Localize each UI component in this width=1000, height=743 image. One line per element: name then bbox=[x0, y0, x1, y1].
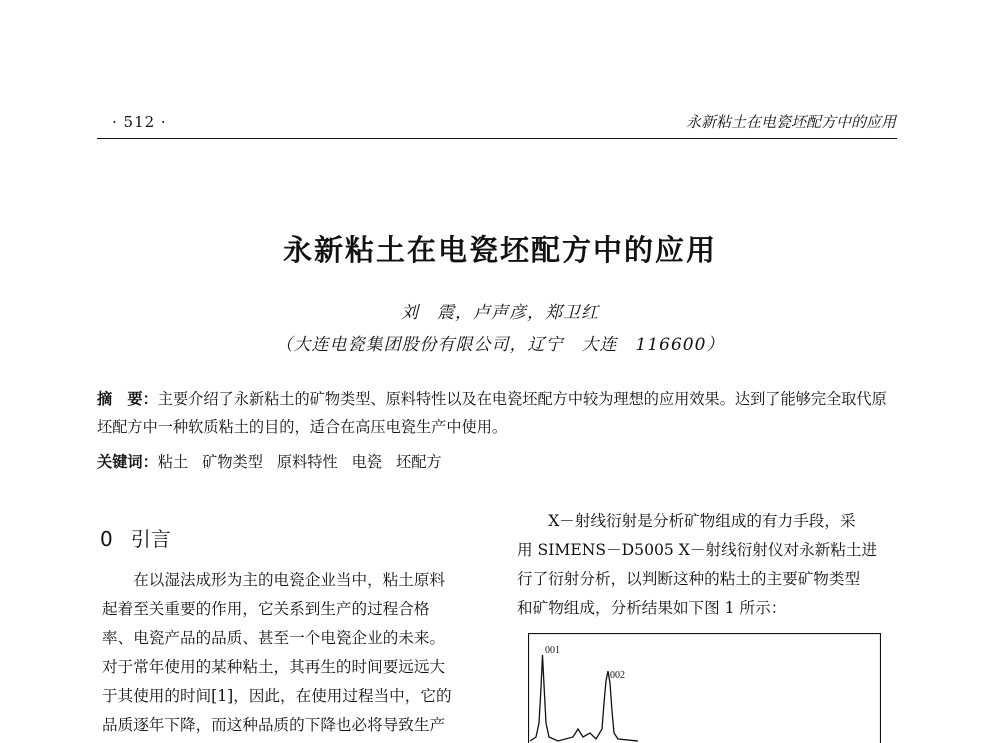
section-title: 引言 bbox=[131, 527, 171, 551]
peak-label: 001 bbox=[545, 645, 560, 656]
paragraph-line: 在以湿法成形为主的电瓷企业当中，粘土原料 bbox=[102, 566, 486, 595]
keyword: 粘土 bbox=[158, 453, 188, 471]
page-number: · 512 · bbox=[112, 113, 167, 131]
affiliation: （大连电瓷集团股份有限公司，辽宁 大连 116600） bbox=[0, 330, 1000, 355]
xrd-figure bbox=[528, 633, 881, 743]
paragraph-line: 品质逐年下降，而这种品质的下降也必将导致生产 bbox=[102, 711, 486, 740]
section-heading bbox=[100, 523, 171, 552]
header-rule bbox=[97, 138, 897, 139]
keyword: 坯配方 bbox=[396, 453, 442, 471]
paragraph-line: 行了衍射分析，以判断这种的粘土的主要矿物类型 bbox=[517, 565, 901, 594]
keyword: 矿物类型 bbox=[202, 453, 263, 471]
xrd-trace bbox=[530, 655, 638, 741]
abstract bbox=[97, 385, 897, 441]
keywords bbox=[97, 451, 897, 472]
abstract-label: 摘 要： bbox=[97, 390, 158, 408]
right-column bbox=[517, 507, 901, 623]
paragraph-line: 对于常年使用的某种粘土，其再生的时间要远远大 bbox=[102, 653, 486, 682]
xrd-plot bbox=[528, 633, 881, 743]
paragraph-line: X－射线衍射是分析矿物组成的有力手段，采 bbox=[517, 507, 901, 536]
left-column bbox=[102, 566, 486, 740]
figure-frame bbox=[529, 634, 881, 743]
paragraph-line: 用 SIMENS－D5005 X－射线衍射仪对永新粘土进 bbox=[517, 536, 901, 565]
paragraph-line: 于其使用的时间[1]，因此，在使用过程当中，它的 bbox=[102, 682, 486, 711]
paragraph-line: 起着至关重要的作用，它关系到生产的过程合格 bbox=[102, 595, 486, 624]
keywords-label: 关键词： bbox=[97, 453, 158, 471]
keyword: 原料特性 bbox=[277, 453, 338, 471]
peak-label: 002 bbox=[610, 670, 625, 681]
paragraph-line: 和矿物组成，分析结果如下图 1 所示： bbox=[517, 594, 901, 623]
keyword: 电瓷 bbox=[352, 453, 382, 471]
running-head: 永新粘土在电瓷坯配方中的应用 bbox=[686, 111, 896, 132]
section-number: 0 bbox=[100, 527, 113, 551]
paragraph-line: 率、电瓷产品的品质、甚至一个电瓷企业的未来。 bbox=[102, 624, 486, 653]
authors: 刘 震，卢声彦，郑卫红 bbox=[0, 298, 1000, 323]
article-title: 永新粘土在电瓷坯配方中的应用 bbox=[0, 228, 1000, 269]
abstract-text: 主要介绍了永新粘土的矿物类型、原料特性以及在电瓷坯配方中较为理想的应用效果。达到了能够完全取代原坯配方中一种软质粘土的目的，适合在高压电瓷生产中使用。 bbox=[97, 390, 887, 436]
